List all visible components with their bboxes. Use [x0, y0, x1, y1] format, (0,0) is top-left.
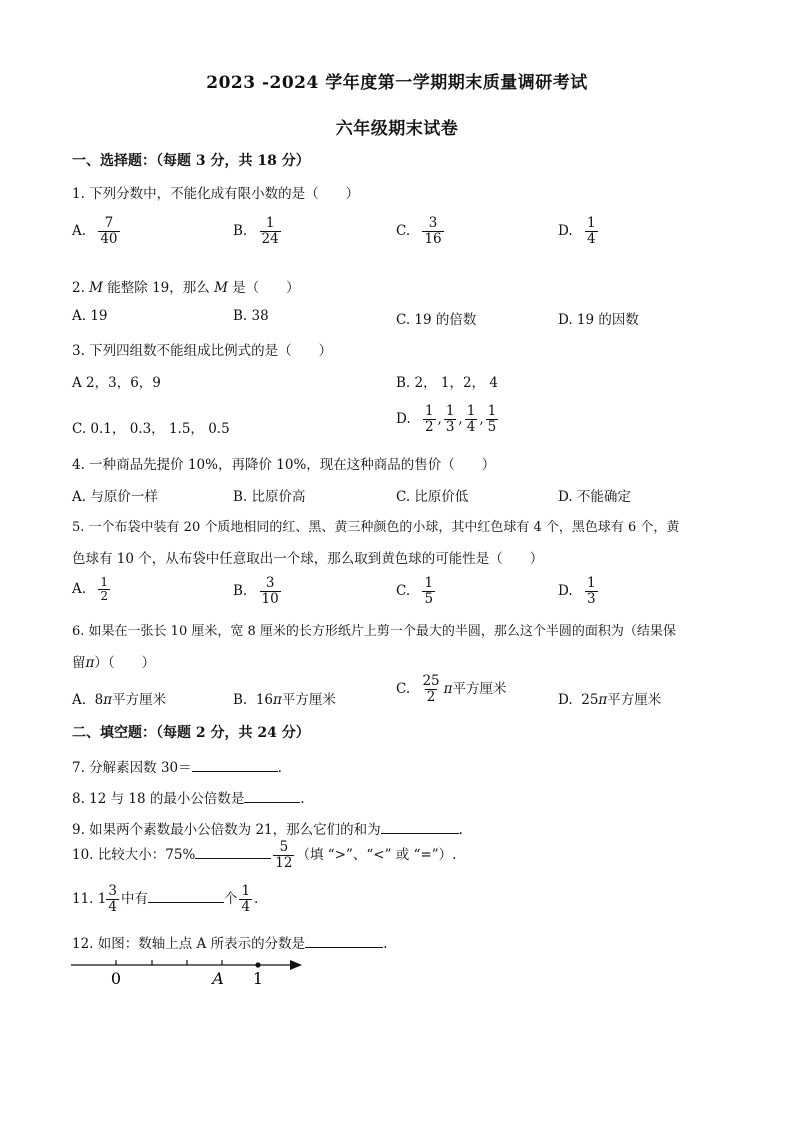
exam-subtitle: 六年级期末试卷: [335, 119, 459, 139]
option-label: C.: [396, 582, 411, 599]
q4-option-a[interactable]: A. 与原价一样: [72, 489, 158, 505]
fraction: $\frac{1}{5}$: [487, 403, 497, 435]
q5-option-d[interactable]: [558, 576, 600, 607]
q6-option-d[interactable]: D. 25π平方厘米: [558, 692, 662, 708]
q5-option-c[interactable]: [396, 576, 437, 607]
q2-option-a[interactable]: A. 19: [72, 308, 108, 324]
section-heading-fill: 二、填空题：（每题 2 分，共 24 分）: [72, 725, 310, 741]
q2-option-b[interactable]: B. 38: [233, 308, 269, 324]
q4-option-b[interactable]: B. 比原价高: [233, 489, 306, 505]
q4-option-d[interactable]: D. 不能确定: [558, 489, 631, 505]
label-one: 1: [252, 969, 264, 988]
question-3: 3. 下列四组数不能组成比例式的是（ ）: [72, 343, 333, 359]
exam-title: 2023 -2024 学年度第一学期期末质量调研考试: [206, 73, 588, 93]
question-12: 12. 如图：数轴上点 A 所表示的分数是 .: [72, 932, 387, 952]
question-9: 9. 如果两个素数最小公倍数为 21，那么它们的和为 .: [72, 818, 463, 838]
section-heading-choice: 一、选择题：（每题 3 分，共 18 分）: [72, 153, 310, 169]
q3-option-c[interactable]: C. 0.1， 0.3， 1.5， 0.5: [72, 421, 230, 437]
answer-blank[interactable]: [192, 757, 278, 772]
option-label: D.: [396, 410, 411, 427]
q6-option-b[interactable]: B. 16π平方厘米: [233, 692, 336, 708]
question-10: 10. 比较大小：75% $\frac{5}{12}$ （填 “>”、“<” 或 “=”）.: [72, 839, 457, 871]
option-label: C.: [396, 222, 411, 239]
question-2: 2. M 能整除 19，那么 M 是（ ）: [72, 280, 300, 296]
question-7: 7. 分解素因数 30＝ .: [72, 756, 282, 776]
fraction: $\frac{1}{2}$: [100, 575, 108, 604]
fraction: $\frac{25}{2}$: [422, 673, 440, 705]
question-4: 4. 一种商品先提价 10%，再降价 10%，现在这种商品的售价（ ）: [72, 457, 496, 473]
q6-option-a[interactable]: A. 8π平方厘米: [72, 692, 167, 708]
option-label: B.: [233, 222, 248, 239]
q2-option-c[interactable]: C. 19 的倍数: [396, 312, 477, 328]
fraction: $\frac{1}{2}$: [424, 403, 434, 435]
answer-blank[interactable]: [305, 933, 383, 948]
q2-option-d[interactable]: D. 19 的因数: [558, 312, 639, 328]
fraction: $\frac{3}{4}$: [108, 883, 117, 915]
fraction: $\frac{1}{4}$: [241, 883, 251, 915]
question-6-line-2: 留π）（ ）: [72, 655, 156, 671]
fraction: $\frac{3}{10}$: [261, 575, 279, 607]
option-label: D.: [558, 582, 573, 599]
option-label: D.: [558, 222, 573, 239]
number-line: [66, 952, 306, 992]
q5-option-a[interactable]: [72, 576, 112, 603]
answer-blank[interactable]: [244, 788, 300, 803]
option-label: A.: [72, 581, 87, 598]
q4-option-c[interactable]: C. 比原价低: [396, 489, 469, 505]
question-6-line-1: 6. 如果在一张长 10 厘米，宽 8 厘米的长方形纸片上剪一个最大的半圆，那么这个半圆的面积为（结果保: [72, 624, 676, 639]
fraction: $\frac{1}{4}$: [586, 215, 596, 247]
q1-option-d[interactable]: [558, 216, 600, 247]
answer-blank[interactable]: [148, 888, 224, 903]
q1-option-b[interactable]: [233, 216, 283, 247]
answer-blank[interactable]: [381, 819, 459, 834]
q3-option-a[interactable]: A 2，3，6，9: [72, 375, 161, 391]
q3-option-d[interactable]: D. $\frac{1}{2}$ , $\frac{1}{3}$ , $\frac{1}{4}$ , $\frac{1}{5}$: [396, 403, 497, 435]
q3-option-b[interactable]: B. 2， 1，2， 4: [396, 375, 498, 391]
fraction: $\frac{5}{12}$: [275, 839, 293, 871]
label-zero: 0: [110, 969, 122, 988]
fraction: $\frac{3}{16}$: [424, 215, 442, 247]
point-dot: [255, 962, 260, 967]
question-5-line-1: 5. 一个布袋中装有 20 个质地相同的红、黑、黄三种颜色的小球，其中红色球有 4 个，黑色球有 6 个，黄: [72, 520, 680, 535]
option-label: B.: [233, 582, 248, 599]
question-8: 8. 12 与 18 的最小公倍数是 .: [72, 787, 305, 807]
q6-option-c[interactable]: C. $\frac{25}{2}$ π平方厘米: [396, 673, 507, 705]
fraction: $\frac{1}{5}$: [424, 575, 434, 607]
arrow-head-icon: [290, 960, 302, 970]
label-a: A: [212, 969, 224, 988]
q1-option-a[interactable]: [72, 216, 122, 247]
answer-blank[interactable]: [195, 844, 271, 859]
option-label: A.: [72, 222, 87, 239]
fraction: $\frac{1}{4}$: [466, 403, 476, 435]
fraction: $\frac{1}{24}$: [261, 215, 279, 247]
question-11: 11. 1 $\frac{3}{4}$ 中有 个 $\frac{1}{4}$ .: [72, 883, 259, 915]
fraction: $\frac{1}{3}$: [586, 575, 596, 607]
question-1: 1. 下列分数中，不能化成有限小数的是（ ）: [72, 186, 360, 202]
question-5-line-2: 色球有 10 个，从布袋中任意取出一个球，那么取到黄色球的可能性是（ ）: [72, 551, 544, 567]
fraction: $\frac{1}{3}$: [445, 403, 455, 435]
q1-option-c[interactable]: [396, 216, 446, 247]
q5-option-b[interactable]: [233, 576, 283, 607]
fraction: $\frac{7}{40}$: [100, 215, 118, 247]
